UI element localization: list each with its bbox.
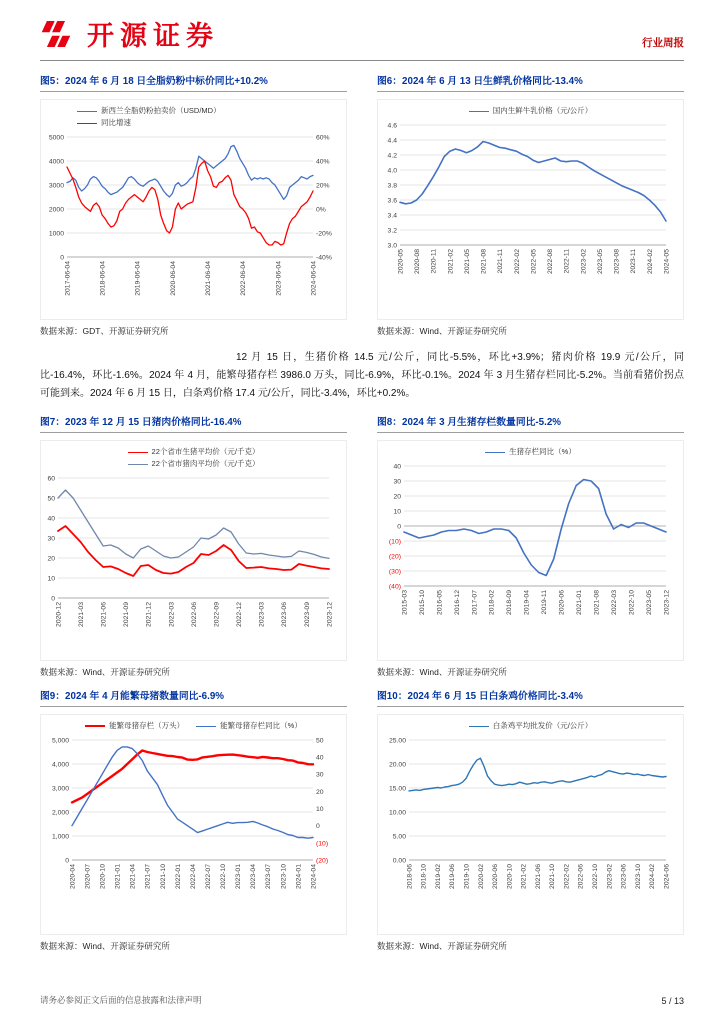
svg-text:-40%: -40% [316, 254, 332, 262]
svg-text:2021-03: 2021-03 [77, 602, 85, 628]
svg-text:4.6: 4.6 [387, 122, 397, 130]
svg-text:30: 30 [393, 478, 401, 486]
svg-text:2023-04: 2023-04 [250, 864, 258, 890]
svg-text:2023-05: 2023-05 [596, 249, 604, 274]
chart-canvas [41, 131, 339, 313]
svg-text:3000: 3000 [48, 182, 64, 190]
svg-text:2022-10: 2022-10 [592, 864, 600, 890]
chart-legend [41, 720, 346, 732]
svg-text:2022-05: 2022-05 [530, 249, 538, 274]
legend-line-swatch [77, 111, 97, 112]
svg-text:(10): (10) [316, 840, 329, 848]
svg-text:2021-12: 2021-12 [145, 602, 153, 628]
svg-text:2023-02: 2023-02 [606, 864, 614, 890]
svg-text:(10): (10) [388, 538, 401, 546]
svg-text:2022-02: 2022-02 [563, 864, 571, 890]
legend-line-swatch [469, 111, 489, 112]
svg-text:2022-07: 2022-07 [204, 864, 212, 890]
svg-text:2023-07: 2023-07 [265, 864, 273, 890]
figure-6-source: 数据来源：Wind、开源证券研究所 [377, 326, 507, 336]
svg-text:(20): (20) [316, 857, 329, 865]
header-divider [40, 60, 684, 61]
svg-text:2019-10: 2019-10 [463, 864, 471, 890]
svg-text:40: 40 [316, 754, 324, 762]
svg-text:50: 50 [316, 737, 324, 745]
svg-text:2018-02: 2018-02 [488, 590, 496, 616]
svg-text:2022-03: 2022-03 [168, 602, 176, 628]
svg-text:2021-06: 2021-06 [534, 864, 542, 890]
svg-text:2023-12: 2023-12 [326, 602, 334, 628]
legend-label: 能繁母猪存栏（万头） [109, 721, 185, 731]
svg-text:0: 0 [316, 823, 320, 831]
svg-text:0: 0 [397, 523, 401, 531]
svg-text:2015-03: 2015-03 [401, 590, 409, 616]
svg-text:2022-10: 2022-10 [220, 864, 228, 890]
legend-label: 生猪存栏同比（%） [509, 447, 576, 457]
figure-7-chart [40, 440, 347, 661]
svg-text:4000: 4000 [48, 158, 64, 166]
svg-text:4.0: 4.0 [387, 167, 397, 175]
svg-text:2018-09: 2018-09 [506, 590, 514, 616]
svg-text:2021-06-04: 2021-06-04 [204, 261, 212, 296]
svg-text:2018-06: 2018-06 [406, 864, 414, 890]
svg-text:2023-01: 2023-01 [235, 864, 243, 890]
brand-name: 开源证券 [87, 21, 219, 51]
svg-text:2019-04: 2019-04 [523, 590, 531, 616]
svg-text:2022-11: 2022-11 [563, 249, 571, 274]
svg-text:2024-01: 2024-01 [295, 864, 303, 890]
svg-text:2022-06: 2022-06 [577, 864, 585, 890]
svg-text:10: 10 [316, 806, 324, 814]
chart-canvas [378, 119, 676, 287]
svg-text:5000: 5000 [48, 134, 64, 142]
svg-text:2021-11: 2021-11 [497, 249, 505, 274]
svg-text:2021-05: 2021-05 [463, 249, 471, 274]
svg-text:2021-08: 2021-08 [593, 590, 601, 616]
chart-legend [41, 105, 346, 129]
svg-text:0%: 0% [316, 206, 326, 214]
svg-text:-20%: -20% [316, 230, 332, 238]
svg-text:2020-05: 2020-05 [397, 249, 405, 274]
figure-6-chart [377, 99, 684, 320]
svg-text:2022-03: 2022-03 [611, 590, 618, 616]
legend-label: 22个省市猪肉平均价（元/千克） [151, 459, 260, 469]
svg-text:2022-04: 2022-04 [189, 864, 197, 890]
brand-logo [40, 14, 219, 53]
svg-text:2016-05: 2016-05 [436, 590, 444, 616]
svg-text:2021-02: 2021-02 [447, 249, 455, 274]
svg-text:3.8: 3.8 [387, 182, 397, 190]
svg-text:3.4: 3.4 [387, 212, 397, 220]
legend-line-swatch [85, 725, 105, 727]
svg-text:3.2: 3.2 [387, 227, 397, 235]
page-number: 5 / 13 [661, 996, 684, 1006]
figure-8-source: 数据来源：Wind、开源证券研究所 [377, 667, 507, 678]
legend-label: 白条鸡平均批发价（元/公斤） [492, 721, 593, 731]
figure-10-chart [377, 714, 684, 935]
svg-text:15.00: 15.00 [388, 785, 406, 793]
legend-line-swatch [196, 726, 216, 727]
svg-text:2000: 2000 [48, 206, 64, 214]
svg-text:2022-06: 2022-06 [190, 602, 198, 628]
svg-text:2023-12: 2023-12 [663, 590, 671, 616]
svg-text:2022-10: 2022-10 [628, 590, 636, 616]
svg-text:40: 40 [47, 515, 55, 523]
figure-8 [377, 414, 684, 678]
svg-text:2019-06: 2019-06 [449, 864, 457, 890]
svg-text:25.00: 25.00 [388, 737, 406, 745]
svg-text:2022-06-04: 2022-06-04 [240, 261, 248, 296]
figure-row-3 [40, 688, 684, 952]
svg-text:0: 0 [51, 595, 55, 603]
figure-6-title: 图6：2024 年 6 月 13 日生鲜乳价格同比-13.4% [377, 73, 684, 92]
svg-text:2021-01: 2021-01 [576, 590, 584, 616]
svg-text:0: 0 [60, 254, 64, 262]
svg-text:2021-10: 2021-10 [549, 864, 557, 890]
svg-text:3,000: 3,000 [51, 785, 69, 793]
svg-text:2024-02: 2024-02 [646, 249, 654, 274]
svg-text:3.6: 3.6 [387, 197, 397, 205]
svg-text:20: 20 [393, 493, 401, 501]
svg-text:2023-05: 2023-05 [645, 590, 653, 616]
chart-legend [378, 720, 683, 732]
svg-text:2019-02: 2019-02 [434, 864, 442, 890]
figure-10-title: 图10：2024 年 6 月 15 日白条鸡价格同比-3.4% [377, 688, 684, 707]
svg-text:2023-11: 2023-11 [630, 249, 638, 274]
svg-text:2023-06: 2023-06 [281, 602, 289, 628]
svg-text:2021-01: 2021-01 [114, 864, 122, 890]
svg-text:40: 40 [393, 463, 401, 471]
report-type-label: 行业周报 [642, 37, 684, 49]
svg-text:60%: 60% [316, 134, 330, 142]
legend-label: 新西兰全脂奶粉拍卖价（USD/MD） [101, 106, 221, 115]
svg-text:2023-03: 2023-03 [258, 602, 266, 628]
svg-text:(30): (30) [388, 568, 401, 576]
legend-line-swatch [469, 726, 489, 727]
figure-5-source: 数据来源：GDT、开源证券研究所 [40, 326, 169, 336]
svg-text:1000: 1000 [48, 230, 64, 238]
svg-text:20.00: 20.00 [388, 761, 406, 769]
svg-text:2021-08: 2021-08 [480, 249, 488, 274]
svg-text:2020-07: 2020-07 [84, 864, 92, 890]
svg-text:2024-06: 2024-06 [663, 864, 671, 890]
svg-text:(20): (20) [388, 553, 401, 561]
chart-legend [41, 446, 346, 470]
figure-7-source: 数据来源：Wind、开源证券研究所 [40, 667, 170, 678]
svg-text:0.00: 0.00 [392, 857, 406, 865]
legend-line-swatch [77, 123, 97, 124]
svg-text:2023-10: 2023-10 [634, 864, 642, 890]
svg-text:2021-07: 2021-07 [144, 864, 152, 890]
svg-text:2021-06: 2021-06 [100, 602, 108, 628]
svg-text:2021-10: 2021-10 [159, 864, 167, 890]
svg-text:2024-06-04: 2024-06-04 [310, 261, 318, 296]
legend-line-swatch [128, 452, 148, 453]
svg-text:2023-02: 2023-02 [580, 249, 588, 274]
svg-text:2021-02: 2021-02 [520, 864, 528, 890]
page-footer [40, 994, 684, 1006]
svg-text:2023-06-04: 2023-06-04 [275, 261, 283, 296]
svg-text:2023-09: 2023-09 [303, 602, 311, 628]
chart-canvas [41, 734, 339, 902]
svg-text:2022-08: 2022-08 [547, 249, 555, 274]
report-header [40, 14, 684, 53]
legend-label: 国内生鲜牛乳价格（元/公斤） [492, 106, 593, 115]
svg-text:4.2: 4.2 [387, 152, 397, 160]
chart-legend [378, 446, 683, 458]
svg-text:4.4: 4.4 [387, 137, 397, 145]
legend-label: 能繁母猪存栏同比（%） [220, 721, 302, 731]
svg-text:2020-06-04: 2020-06-04 [169, 261, 177, 296]
chart-canvas [41, 472, 339, 640]
legend-label: 同比增速 [101, 118, 131, 127]
svg-text:2020-10: 2020-10 [506, 864, 514, 890]
figure-7 [40, 414, 347, 678]
svg-text:2020-02: 2020-02 [477, 864, 485, 890]
figure-9-title: 图9：2024 年 4 月能繁母猪数量同比-6.9% [40, 688, 347, 707]
svg-text:2020-08: 2020-08 [414, 249, 422, 274]
svg-text:2020-12: 2020-12 [55, 602, 63, 628]
chart-canvas [378, 734, 676, 902]
svg-text:2022-09: 2022-09 [213, 602, 221, 628]
svg-text:2019-06-04: 2019-06-04 [134, 261, 142, 296]
svg-text:20: 20 [316, 789, 324, 797]
svg-text:2020-06: 2020-06 [492, 864, 500, 890]
body-paragraph: 12 月 15 日，生猪价格 14.5 元/公斤，同比-5.5%，环比+3.9%；猪肉价格 19.9 元/公斤，同比-16.4%，环比-1.6%。2024 年 4 月，能繁母猪存栏 3986.0 万头，同比-6.9%，环比-0.1%。2024 年 3 月生猪存栏同比-5.2%。当前看猪价拐点可能到来。2024 年 6 月 15 日，白条鸡价格 17.4 元/公斤，同比-3.4%，环比+0.2%。 [40, 352, 684, 399]
legend-line-swatch [485, 452, 505, 453]
svg-text:2018-06-04: 2018-06-04 [99, 261, 107, 296]
figure-row-2 [40, 414, 684, 678]
svg-text:(40): (40) [388, 583, 401, 591]
legend-label: 22个省市生猪平均价（元/千克） [151, 447, 260, 457]
svg-text:60: 60 [47, 475, 55, 483]
svg-text:2023-08: 2023-08 [613, 249, 621, 274]
svg-text:2024-05: 2024-05 [663, 249, 671, 274]
svg-text:30: 30 [316, 772, 324, 780]
figure-8-title: 图8：2024 年 3 月生猪存栏数量同比-5.2% [377, 414, 684, 433]
figure-row-1 [40, 73, 684, 337]
figure-8-chart [377, 440, 684, 661]
svg-text:5.00: 5.00 [392, 833, 406, 841]
chart-canvas [378, 460, 676, 628]
chart-legend [378, 105, 683, 117]
svg-text:2022-12: 2022-12 [236, 602, 244, 628]
figure-7-title: 图7：2023 年 12 月 15 日猪肉价格同比-16.4% [40, 414, 347, 433]
legend-line-swatch [128, 464, 148, 465]
svg-text:2022-01: 2022-01 [174, 864, 182, 890]
svg-text:2021-09: 2021-09 [123, 602, 131, 628]
footer-disclaimer: 请务必参阅正文后面的信息披露和法律声明 [40, 995, 202, 1005]
figure-5 [40, 73, 347, 337]
svg-text:20: 20 [47, 555, 55, 563]
svg-text:2020-06: 2020-06 [558, 590, 566, 616]
svg-text:2023-06: 2023-06 [620, 864, 628, 890]
figure-5-title: 图5：2024 年 6 月 18 日全脂奶粉中标价同比+10.2% [40, 73, 347, 92]
svg-text:2,000: 2,000 [51, 809, 69, 817]
svg-text:30: 30 [47, 535, 55, 543]
svg-text:2018-10: 2018-10 [420, 864, 428, 890]
svg-text:2021-04: 2021-04 [129, 864, 137, 890]
figure-10-source: 数据来源：Wind、开源证券研究所 [377, 941, 507, 952]
figure-6 [377, 73, 684, 337]
svg-text:2022-02: 2022-02 [513, 249, 521, 274]
svg-text:0: 0 [65, 857, 69, 865]
figure-5-chart [40, 99, 347, 320]
svg-text:2016-12: 2016-12 [453, 590, 461, 616]
svg-text:2019-11: 2019-11 [541, 590, 549, 615]
svg-text:10: 10 [393, 508, 401, 516]
svg-text:4,000: 4,000 [51, 761, 69, 769]
figure-9-chart [40, 714, 347, 935]
svg-text:40%: 40% [316, 158, 330, 166]
svg-text:1,000: 1,000 [51, 833, 69, 841]
svg-text:2024-02: 2024-02 [649, 864, 657, 890]
svg-text:2020-04: 2020-04 [69, 864, 77, 890]
svg-text:20%: 20% [316, 182, 330, 190]
svg-text:3.0: 3.0 [387, 242, 397, 250]
svg-text:2017-07: 2017-07 [471, 590, 479, 616]
svg-text:2024-04: 2024-04 [310, 864, 318, 890]
figure-10 [377, 688, 684, 952]
kaiyuan-logo-icon [40, 18, 78, 50]
svg-text:2020-11: 2020-11 [430, 249, 438, 274]
svg-text:2017-06-04: 2017-06-04 [64, 261, 72, 296]
svg-text:2015-10: 2015-10 [418, 590, 426, 616]
svg-text:2023-10: 2023-10 [280, 864, 288, 890]
svg-text:10.00: 10.00 [388, 809, 406, 817]
svg-text:5,000: 5,000 [51, 737, 69, 745]
svg-text:50: 50 [47, 495, 55, 503]
figure-9-source: 数据来源：Wind、开源证券研究所 [40, 941, 170, 952]
svg-text:2020-10: 2020-10 [99, 864, 107, 890]
svg-text:10: 10 [47, 575, 55, 583]
figure-9 [40, 688, 347, 952]
